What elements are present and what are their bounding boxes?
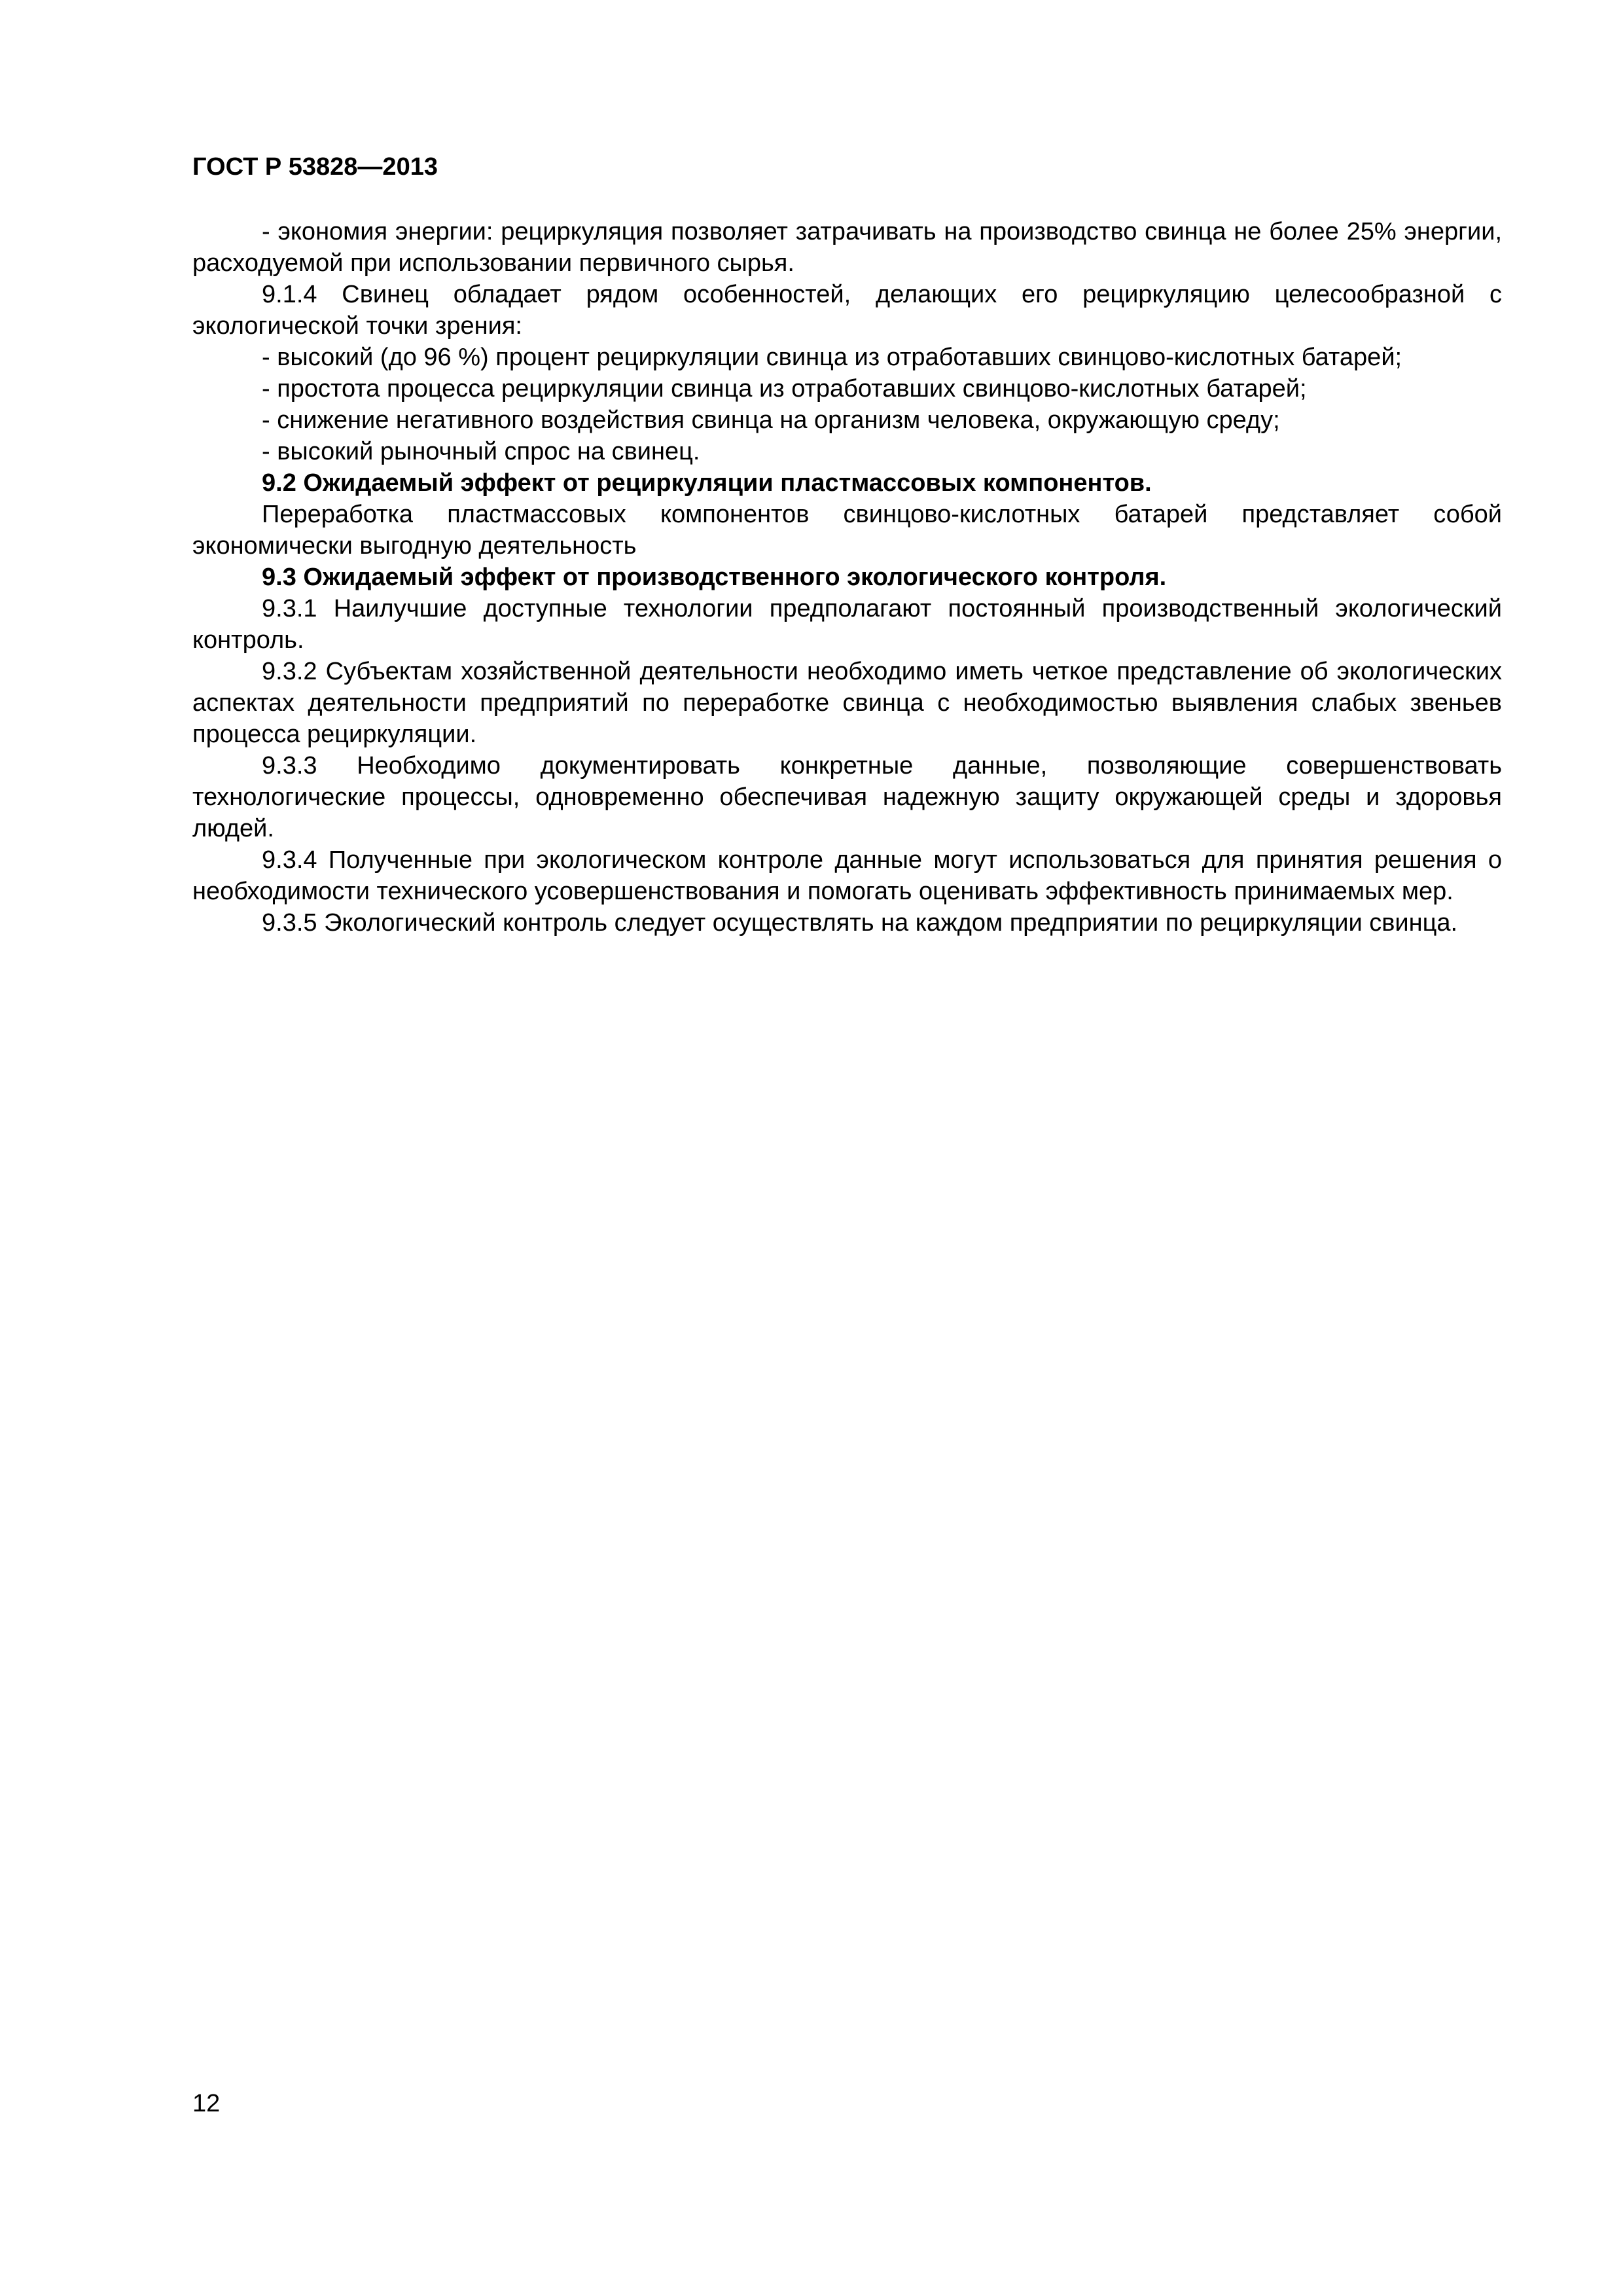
paragraph-plastic-processing: Переработка пластмассовых компонентов свинцово-кислотных батарей представляет собой экономически выгодную деятельность <box>192 501 1502 560</box>
list-item-high-recycling-rate: - высокий (до 96 %) процент рециркуляции свинца из отработавших свинцово-кислотных батарей; <box>262 344 1402 371</box>
paragraph-energy-saving: - экономия энергии: рециркуляция позволяет затрачивать на производство свинца не более 25% энергии, расходуемой при использовании первичного сырья. <box>192 218 1502 277</box>
list-item-reduced-impact: - снижение негативного воздействия свинца на организм человека, окружающую среду; <box>262 406 1280 434</box>
list-item-process-simplicity: - простота процесса рециркуляции свинца из отработавших свинцово-кислотных батарей; <box>262 375 1307 403</box>
document-body <box>192 216 1502 939</box>
section-heading-9-2: 9.2 Ожидаемый эффект от рециркуляции пластмассовых компонентов. <box>262 469 1152 497</box>
document-code-header: ГОСТ Р 53828—2013 <box>192 153 438 181</box>
paragraph-9-3-5: 9.3.5 Экологический контроль следует осуществлять на каждом предприятии по рециркуляции свинца. <box>262 909 1458 937</box>
paragraph-9-3-2: 9.3.2 Субъектам хозяйственной деятельности необходимо иметь четкое представление об экологических аспектах деятельности предприятий по переработке свинца с необходимостью выявления слабых звеньев процесса рециркуляции. <box>192 658 1502 748</box>
paragraph-9-3-4: 9.3.4 Полученные при экологическом контроле данные могут использоваться для принятия решения о необходимости технического усовершенствования и помогать оценивать эффективность принимаемых мер. <box>192 846 1502 905</box>
section-heading-9-3: 9.3 Ожидаемый эффект от производственного экологического контроля. <box>262 564 1167 591</box>
page-number: 12 <box>192 2090 221 2117</box>
paragraph-9-1-4: 9.1.4 Свинец обладает рядом особенностей, делающих его рециркуляцию целесообразной с экологической точки зрения: <box>192 281 1502 340</box>
paragraph-9-3-1: 9.3.1 Наилучшие доступные технологии предполагают постоянный производственный экологический контроль. <box>192 595 1502 654</box>
paragraph-9-3-3: 9.3.3 Необходимо документировать конкретные данные, позволяющие совершенствовать технологические процессы, одновременно обеспечивая надежную защиту окружающей среды и здоровья людей. <box>192 752 1502 842</box>
list-item-market-demand: - высокий рыночный спрос на свинец. <box>262 438 700 465</box>
